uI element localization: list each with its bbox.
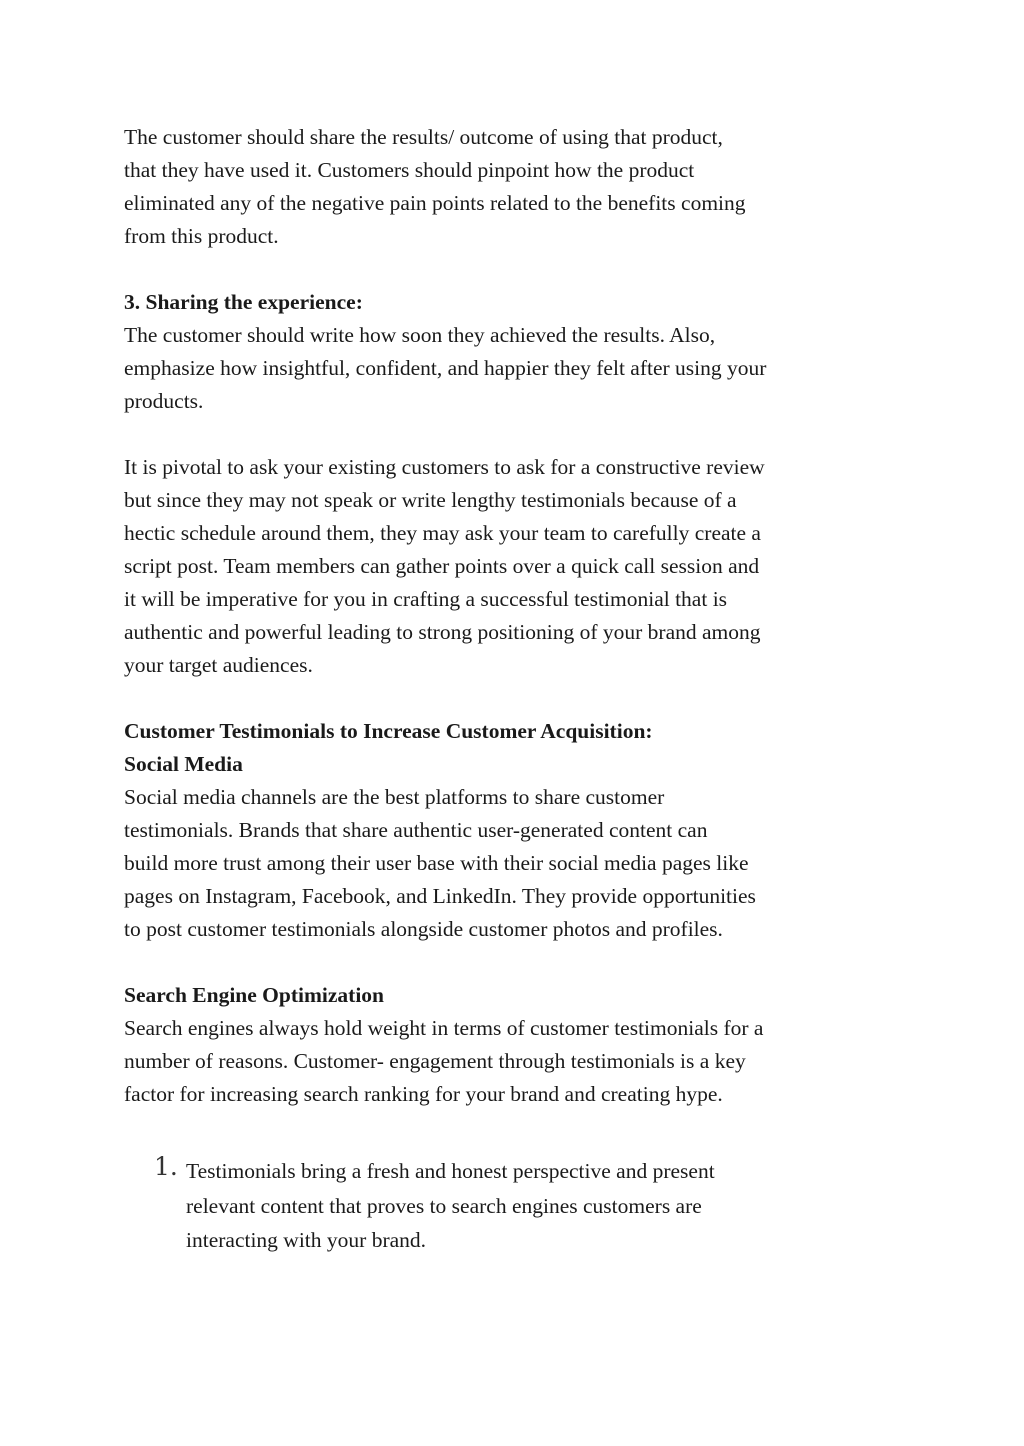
spacer [124,253,914,286]
spacer [124,418,914,451]
heading-sharing-experience: 3. Sharing the experience: [124,290,363,314]
paragraph-results: The customer should share the results/ outcome of using that product, that they have used it. Customers should pinpoint how the product eliminated any of the negative pain points related to the benefits coming from this product. [124,125,746,248]
paragraph-social-media: Social media channels are the best platforms to share customer testimonials. Brands that share authentic user-generated content can build more trust among their user base with their social media pages like pages on Instagram, Facebook, and LinkedIn. They provide opportunities to post customer testimonials alongside customer photos and profiles. [124,785,756,941]
list-item-number: 1. [154,1152,178,1181]
heading-seo: Search Engine Optimization [124,983,385,1007]
heading-social-media: Social Media [124,752,243,776]
numbered-list [124,1154,914,1258]
spacer [124,682,914,715]
heading-customer-acquisition: Customer Testimonials to Increase Customer Acquisition: [124,719,653,743]
list-item-text: Testimonials bring a fresh and honest perspective and present relevant content that proves to search engines customers are interacting with your brand. [186,1159,715,1252]
paragraph-sharing-experience: The customer should write how soon they achieved the results. Also, emphasize how insightful, confident, and happier they felt after using your products. [124,323,767,413]
paragraph-seo: Search engines always hold weight in terms of customer testimonials for a number of reasons. Customer- engagement through testimonials is a key factor for increasing search ranking for your brand and creating hype. [124,1016,764,1106]
document-page [124,121,914,1258]
list-item [124,1154,914,1258]
spacer [124,946,914,979]
paragraph-constructive-review: It is pivotal to ask your existing customers to ask for a constructive review but since they may not speak or write lengthy testimonials because of a hectic schedule around them, they may ask your team to carefully create a script post. Team members can gather points over a quick call session and it will be imperative for you in crafting a successful testimonial that is authentic and powerful leading to strong positioning of your brand among your target audiences. [124,455,765,677]
